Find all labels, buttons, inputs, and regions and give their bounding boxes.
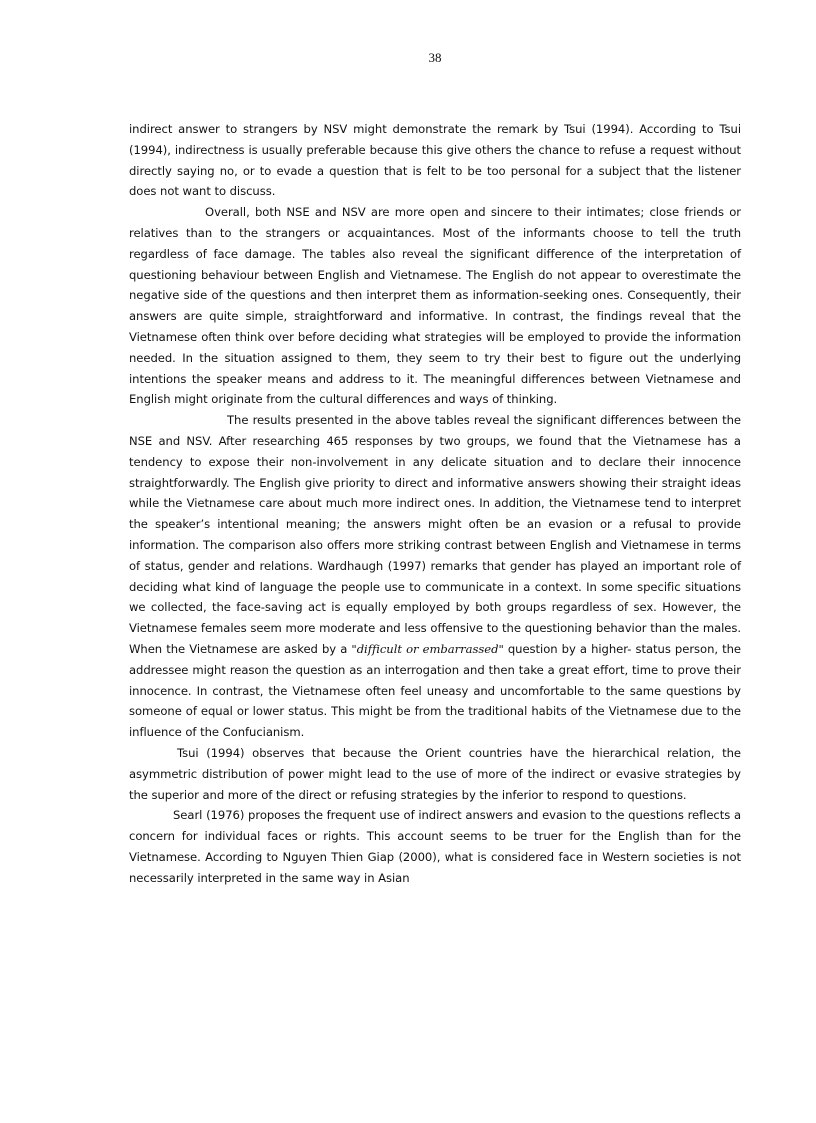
paragraph-1: indirect answer to strangers by NSV might demonstrate the remark by Tsui (1994). According to Tsui (1994), indirectness is usually preferable because this give others the chance to refuse a request without directly saying no, or to evade a question that is felt to be too personal for a subject that the listener does not want to discuss. <box>129 122 741 199</box>
paragraph-5: Searl (1976) proposes the frequent use of indirect answers and evasion to the questions reflects a concern for individual faces or rights. This account seems to be truer for the English than for the Vietnamese. According to Nguyen Thien Giap (2000), what is considered face in Western societies is not necessarily interpreted in the same way in Asian <box>129 808 741 885</box>
page-number: 38 <box>428 50 442 65</box>
paragraph-3 <box>129 410 741 743</box>
paragraph-3-text-before: The results presented in the above tables reveal the significant differences between the NSE and NSV. After researching 465 responses by two groups, we found that the Vietnamese has a tendency to expose their non-involvement in any delicate situation and to declare their innocence straightforwardly. The English give priority to direct and informative answers showing their straight ideas while the Vietnamese care about much more indirect ones. In addition, the Vietnamese tend to interpret the speaker’s intentional meaning; the answers might often be an evasion or a refusal to provide information. The comparison also offers more striking contrast between English and Vietnamese in terms of status, gender and relations. Wardhaugh (1997) remarks that gender has played an important role of deciding what kind of language the people use to communicate in a context. In some specific situations we collected, the face-saving act is equally employed by both groups regardless of sex. However, the Vietnamese females seem more moderate and less offensive to the questioning behavior than the males. When the Vietnamese are asked by a <box>129 413 741 656</box>
paragraph-3-text-after: question by a higher- status person, the addressee might reason the question as an interrogation and then take a great effort, time to prove their innocence. In contrast, the Vietnamese often feel uneasy and uncomfortable to the same questions by someone of equal or lower status. This might be from the traditional habits of the Vietnamese due to the influence of the Confucianism. <box>129 641 741 740</box>
body-text <box>129 119 741 888</box>
paragraph-4: Tsui (1994) observes that because the Orient countries have the hierarchical relation, the asymmetric distribution of power might lead to the use of more of the indirect or evasive strategies by the superior and more of the direct or refusing strategies by the inferior to respond to questions. <box>129 745 741 802</box>
paragraph-2: Overall, both NSE and NSV are more open and sincere to their intimates; close friends or relatives than to the strangers or acquaintances. Most of the informants choose to tell the truth regardless of face damage. The tables also reveal the significant difference of the interpretation of questioning behaviour between English and Vietnamese. The English do not appear to overestimate the negative side of the questions and then interpret them as information-seeking ones. Consequently, their answers are quite simple, straightforward and informative. In contrast, the findings reveal that the Vietnamese often think over before deciding what strategies will be employed to provide the information needed. In the situation assigned to them, they seem to try their best to figure out the underlying intentions the speaker means and address to it. The meaningful differences between Vietnamese and English might originate from the cultural differences and ways of thinking. <box>129 205 741 407</box>
paragraph-3-italic-quote: "difficult or embarrassed" <box>351 641 504 656</box>
